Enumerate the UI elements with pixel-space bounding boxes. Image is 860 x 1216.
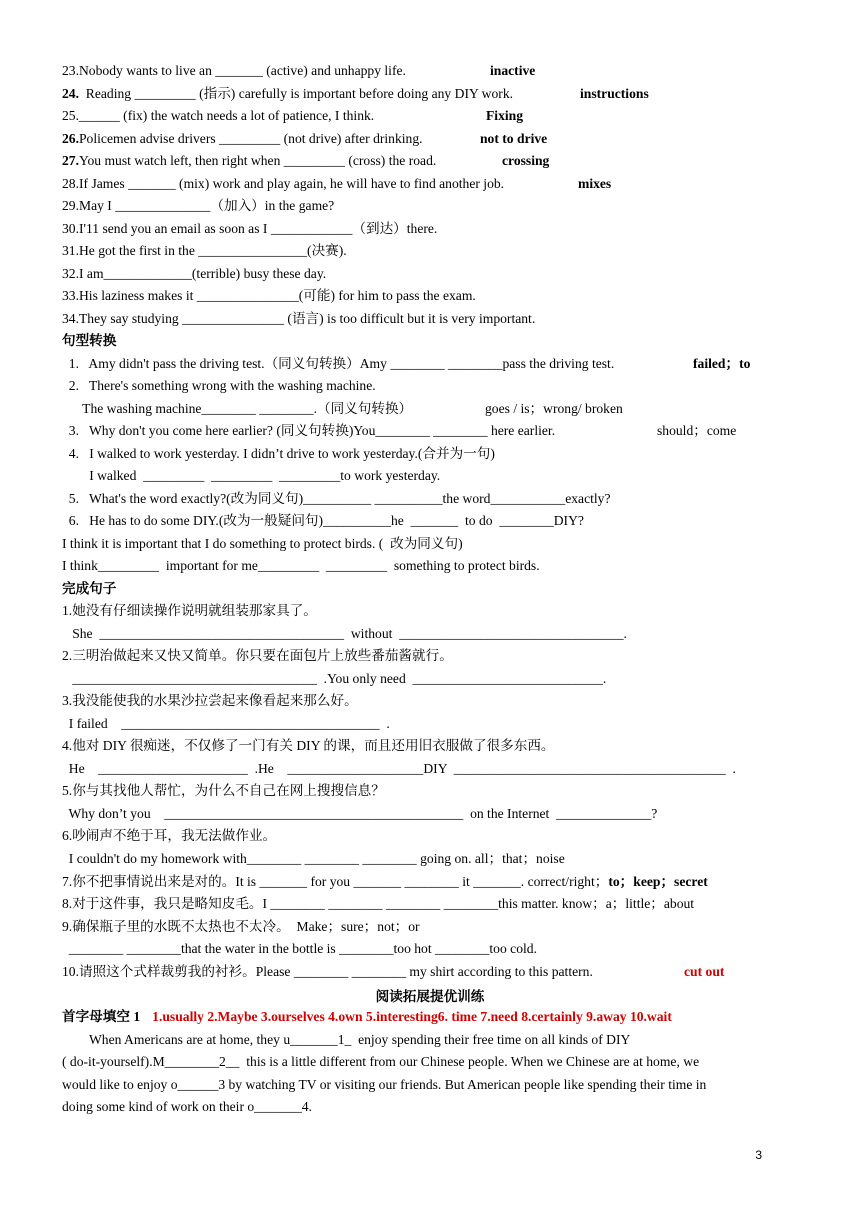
transform-item: 4. I walked to work yesterday. I didn’t drive to work yesterday.(合并为一句): [62, 446, 495, 461]
cloze-label: 首字母填空 1: [62, 1009, 141, 1024]
transform-item: 5. What's the word exactly?(改为同义句)__________ __________the word___________exactly?: [62, 491, 611, 506]
answer-28: mixes: [578, 176, 612, 191]
complete-item: 6.吵闹声不绝于耳，我无法做作业。: [62, 828, 277, 843]
complete-answer-red: cut out: [684, 964, 725, 979]
question-25: 25.______ (fix) the watch needs a lot of patience, I think. Fixing: [62, 108, 524, 123]
answer-25: Fixing: [486, 108, 524, 123]
question-31: 31.He got the first in the ________________(决赛).: [62, 243, 347, 258]
transform-item: 3. Why don't you come here earlier? (同义句转换)You________ ________ here earlier. should；come: [62, 423, 737, 438]
transform-item: The washing machine________ ________.（同义句转换） goes / is；wrong/ broken: [62, 401, 623, 416]
transform-item: I think_________ important for me_________ _________ something to protect birds.: [62, 558, 540, 573]
complete-item: 9.确保瓶子里的水既不太热也不太冷。 Make；sure；not；or: [62, 919, 420, 934]
cloze-header: [62, 1008, 820, 1026]
complete-item: 7.你不把事情说出来是对的。It is _______ for you _______ ________ it _______. correct/right；to；keep；secret: [62, 874, 708, 889]
complete-item: 5.你与其找他人帮忙，为什么不自己在网上搜搜信息？: [62, 783, 385, 798]
transform-answer: should；come: [657, 423, 737, 438]
transform-answer: goes / is；wrong/ broken: [485, 401, 623, 416]
complete-item: 1.她没有仔细读操作说明就组装那家具了。: [62, 603, 317, 618]
passage-line: doing some kind of work on their o_______4.: [62, 1099, 312, 1114]
complete-item: ____________________________________ .You only need ____________________________.: [62, 671, 607, 686]
complete-item: ________ ________that the water in the bottle is ________too hot ________too cold.: [62, 941, 537, 956]
passage-line: When Americans are at home, they u_______1_ enjoy spending their free time on all kinds of DIY: [62, 1032, 631, 1047]
complete-item: Why don’t you ____________________________________________ on the Internet ______________?: [62, 806, 658, 821]
complete-item: 4.他对 DIY 很痴迷，不仅修了一门有关 DIY 的课，而且还用旧衣服做了很多东西。: [62, 738, 555, 753]
section-heading-transform: 句型转换: [62, 333, 117, 348]
passage-line: ( do-it-yourself).M________2__ this is a little different from our Chinese people. When we Chinese are at home, we: [62, 1054, 700, 1069]
question-30: 30.I'11 send you an email as soon as I ____________（到达）there.: [62, 221, 438, 236]
complete-item: He ______________________ .He ____________________DIY ________________________________________ .: [62, 761, 736, 776]
page-number: 3: [755, 1148, 762, 1162]
answer-26: not to drive: [480, 131, 548, 146]
question-26: 26.Policemen advise drivers _________ (not drive) after drinking. not to drive: [62, 131, 548, 146]
answer-27: crossing: [502, 153, 550, 168]
complete-item: 10.请照这个式样裁剪我的衬衫。Please ________ ________ my shirt according to this pattern. cut out: [62, 964, 725, 979]
question-24: 24. Reading _________ (指示) carefully is important before doing any DIY work. instructions: [62, 86, 649, 101]
question-27: 27.You must watch left, then right when _________ (cross) the road. crossing: [62, 153, 550, 168]
question-23: 23.Nobody wants to live an _______ (active) and unhappy life. inactive: [62, 63, 536, 78]
question-32: 32.I am_____________(terrible) busy these day.: [62, 266, 327, 281]
question-29: 29.May I ______________（加入）in the game?: [62, 198, 335, 213]
transform-item: I think it is important that I do something to protect birds. ( 改为同义句): [62, 536, 463, 551]
section-heading-complete: 完成句子: [62, 581, 117, 596]
complete-item: 8.对于这件事，我只是略知皮毛。I ________ ________ ________ ________this matter. know；a；little；about: [62, 896, 695, 911]
complete-item: I couldn't do my homework with________ ________ ________ going on. all；that；noise: [62, 851, 565, 866]
transform-item: I walked _________ _________ _________to work yesterday.: [62, 468, 441, 483]
question-34: 34.They say studying _______________ (语言) is too difficult but it is very important.: [62, 311, 536, 326]
complete-item: I failed ______________________________________ .: [62, 716, 390, 731]
question-33: 33.His laziness makes it _______________(可能) for him to pass the exam.: [62, 288, 476, 303]
question-28: 28.If James _______ (mix) work and play again, he will have to find another job. mixes: [62, 176, 612, 191]
reading-title: 阅读拓展提优训练: [375, 989, 485, 1004]
complete-item: 2.三明治做起来又快又简单。你只要在面包片上放些番茄酱就行。: [62, 648, 453, 663]
complete-answer: to；keep；secret: [608, 874, 708, 889]
answer-24: instructions: [580, 86, 649, 101]
transform-item: 2. There's something wrong with the washing machine.: [62, 378, 376, 393]
answer-23: inactive: [490, 63, 536, 78]
transform-item: 6. He has to do some DIY.(改为一般疑问句)__________he _______ to do ________DIY?: [62, 513, 584, 528]
passage-line: would like to enjoy o______3 by watching TV or visiting our friends. But American people like spending their time in: [62, 1077, 707, 1092]
complete-item: She ____________________________________ without _________________________________.: [62, 626, 627, 641]
transform-answer: failed；to: [693, 356, 751, 371]
cloze-answers: 1.usually 2.Maybe 3.ourselves 4.own 5.interesting6. time 7.need 8.certainly 9.away 10.wait: [152, 1009, 672, 1024]
transform-item: 1. Amy didn't pass the driving test.（同义句转换）Amy ________ ________pass the driving test. failed；to: [62, 356, 751, 371]
complete-item: 3.我没能使我的水果沙拉尝起来像看起来那么好。: [62, 693, 358, 708]
